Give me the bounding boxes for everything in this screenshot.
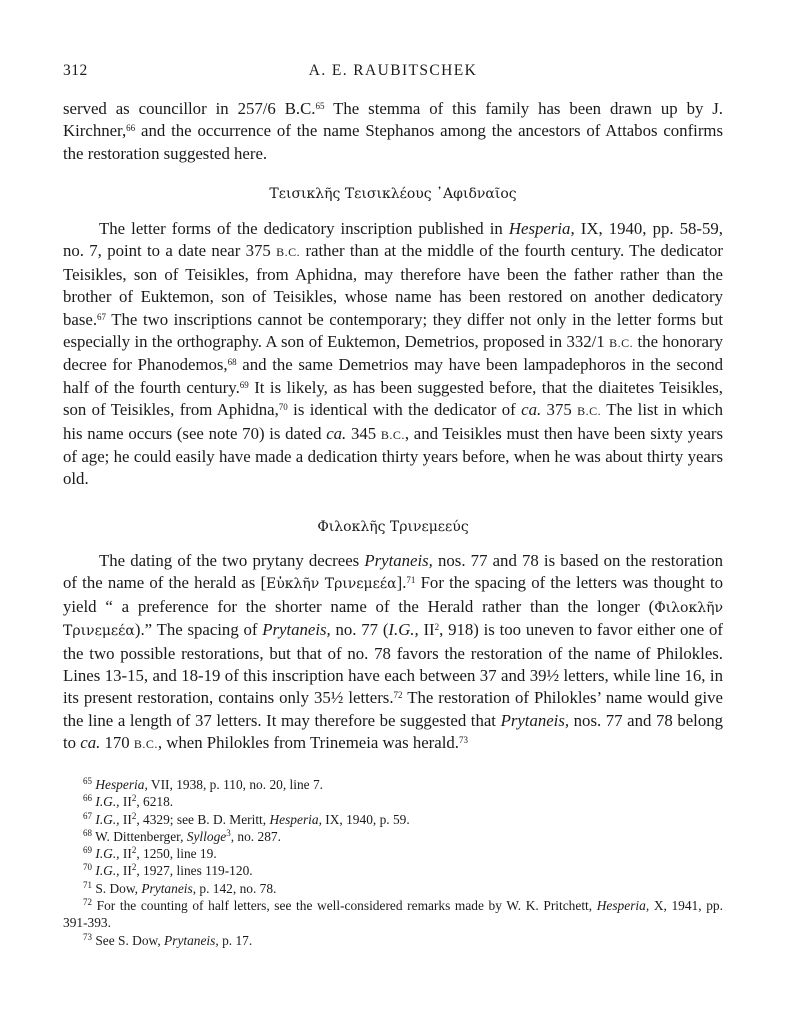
footnote-text: See S. Dow, [95,932,165,948]
footnote-72 [63,897,723,932]
footnote-text: Hesperia, [269,811,322,827]
footnote-text: 3 [226,827,231,838]
footnote-text: , 1250, line 19. [136,846,217,862]
footnote-number: 65 [83,776,92,786]
section-heading-philokles: Φιλοκλῆς Τρινεμεεύς [317,519,469,535]
footnote-text: Sylloge [186,828,227,844]
paragraph-teisikles: The letter forms of the dedicatory inscription published in Hesperia, IX, 1940, pp. 58-59, no. 7, point to a date near 375 B.C. rather than at the middle of the fourth century. The dedicator Teisikles, son of Teisikles, from Aphidna, may therefore have been the father rather than the brother of Euktemon, son of Teisikles, whose name has been restored on another dedicatory base.$^{67}$ The two inscriptions cannot be contemporary; they differ not only in the letter forms but especially in the orthography. A son of Euktemon, Demetrios, proposed in 332/1 B.C. the honorary decree for Phanodemos,$^{68}$ and the same Demetrios may have been lampadephoros in the second half of the fourth century.$^{69}$ It is likely, as has been suggested before, that the diaitetes Teisikles, son of Teisikles, from Aphidna,$^{70}$ is identical with the dedicator of ca. 375 B.C. The list in which his name occurs (see note 70) is dated ca. 345 B.C., and Teisikles must then have been sixty years of age; he could easily have made a dedication thirty years before, when he was about thirty years old. [63,219,724,489]
footnote-text: For the counting of half letters, see the well-considered remarks made by W. K. Pritchett, [96,898,597,914]
footnote-text: Hesperia, [596,898,650,914]
footnote-text: II [119,863,132,879]
footnote-text: II [119,846,132,862]
footnote-text: VII, 1938, p. 110, no. 20, line 7. [147,777,323,792]
footnote-text: S. Dow, [95,880,142,896]
footnote-text: , 4329; see B. D. Meritt, [136,811,270,827]
footnote-text: , no. 287. [230,828,281,844]
footnote-number: 66 [83,793,92,804]
footnote-text: Prytaneis, [141,880,197,896]
footnote-number: 71 [83,879,92,890]
footnote-text: X, 1941, pp. 391-393. [63,898,723,931]
opening-paragraph: served as councillor in 257/6 B.C.$^{65}$ The stemma of this family has been drawn up by J. Kirchner,$^{66}$ and the occurrence of the name Stephanos among the ancestors of Attabos confirms the restoration suggested here. [63,99,724,163]
footnote-text: I.G., [95,846,120,862]
running-head-author: A. E. RAUBITSCHEK [308,62,478,79]
footnote-text: Hesperia, [95,777,148,792]
footnote-text: Prytaneis, [164,932,219,948]
footnote-73 [63,932,723,949]
footnote-69 [63,845,723,862]
footnote-text: IX, 1940, p. 59. [321,811,410,827]
footnote-number: 69 [83,845,92,856]
footnote-number: 70 [83,862,92,873]
footnote-number: 73 [83,931,92,942]
paragraph-philokles: The dating of the two prytany decrees Prytaneis, nos. 77 and 78 is based on the restoration of the name of the herald as [Εὐκλῆν Τρινεμεέα].$^{71}$ For the spacing of the letters was thought to yield “ a preference for the shorter name of the Herald rather than the longer (Φιλοκλῆν Τρινεμεέα).” The spacing of Prytaneis, no. 77 (I.G., $II^2$, 918) is too uneven to favor either one of the two possible restorations, but that of no. 78 favors the restoration of the name of Philokles. Lines 13-15, and 18-19 of this inscription have each between 37 and 39½ letters, while line 16, in its present restoration, contains only 35½ letters.$^{72}$ The restoration of Philokles’ name would give the line a length of 37 letters. It may therefore be suggested that Prytaneis, nos. 77 and 78 belong to ca. 170 B.C., when Philokles from Trinemeia was herald.$^{73}$ [63,551,724,753]
footnote-68 [63,828,723,845]
footnote-text: II [119,811,132,827]
footnote-text: II [119,794,132,810]
footnote-text: 2 [131,810,137,821]
footnote-67 [63,811,723,828]
footnote-text: 2 [131,862,137,873]
footnote-70 [63,862,723,879]
section-heading-teisikles: Τεισικλῆς Τεισικλέους ᾿Αφιδναῖος [269,186,517,202]
footnotes [63,776,723,949]
footnote-text: p. 142, no. 78. [196,880,277,896]
footnote-text: , 1927, lines 119-120. [136,863,253,879]
footnote-text: I.G., [95,811,120,827]
footnote-text: I.G., [95,863,120,879]
footnote-text: W. Dittenberger, [95,828,187,844]
footnote-text: , 6218. [136,794,174,810]
running-header [63,62,723,86]
footnote-number: 72 [83,897,92,908]
footnote-number: 67 [83,810,92,821]
footnote-text: 2 [131,845,137,856]
footnote-65 [63,776,723,793]
footnote-66 [63,793,723,810]
footnote-text: I.G., [95,794,120,810]
footnote-text: p. 17. [218,932,253,948]
footnote-71 [63,880,723,897]
footnote-number: 68 [83,827,92,838]
page-number: 312 [63,62,88,79]
footnote-text: 2 [131,793,137,804]
